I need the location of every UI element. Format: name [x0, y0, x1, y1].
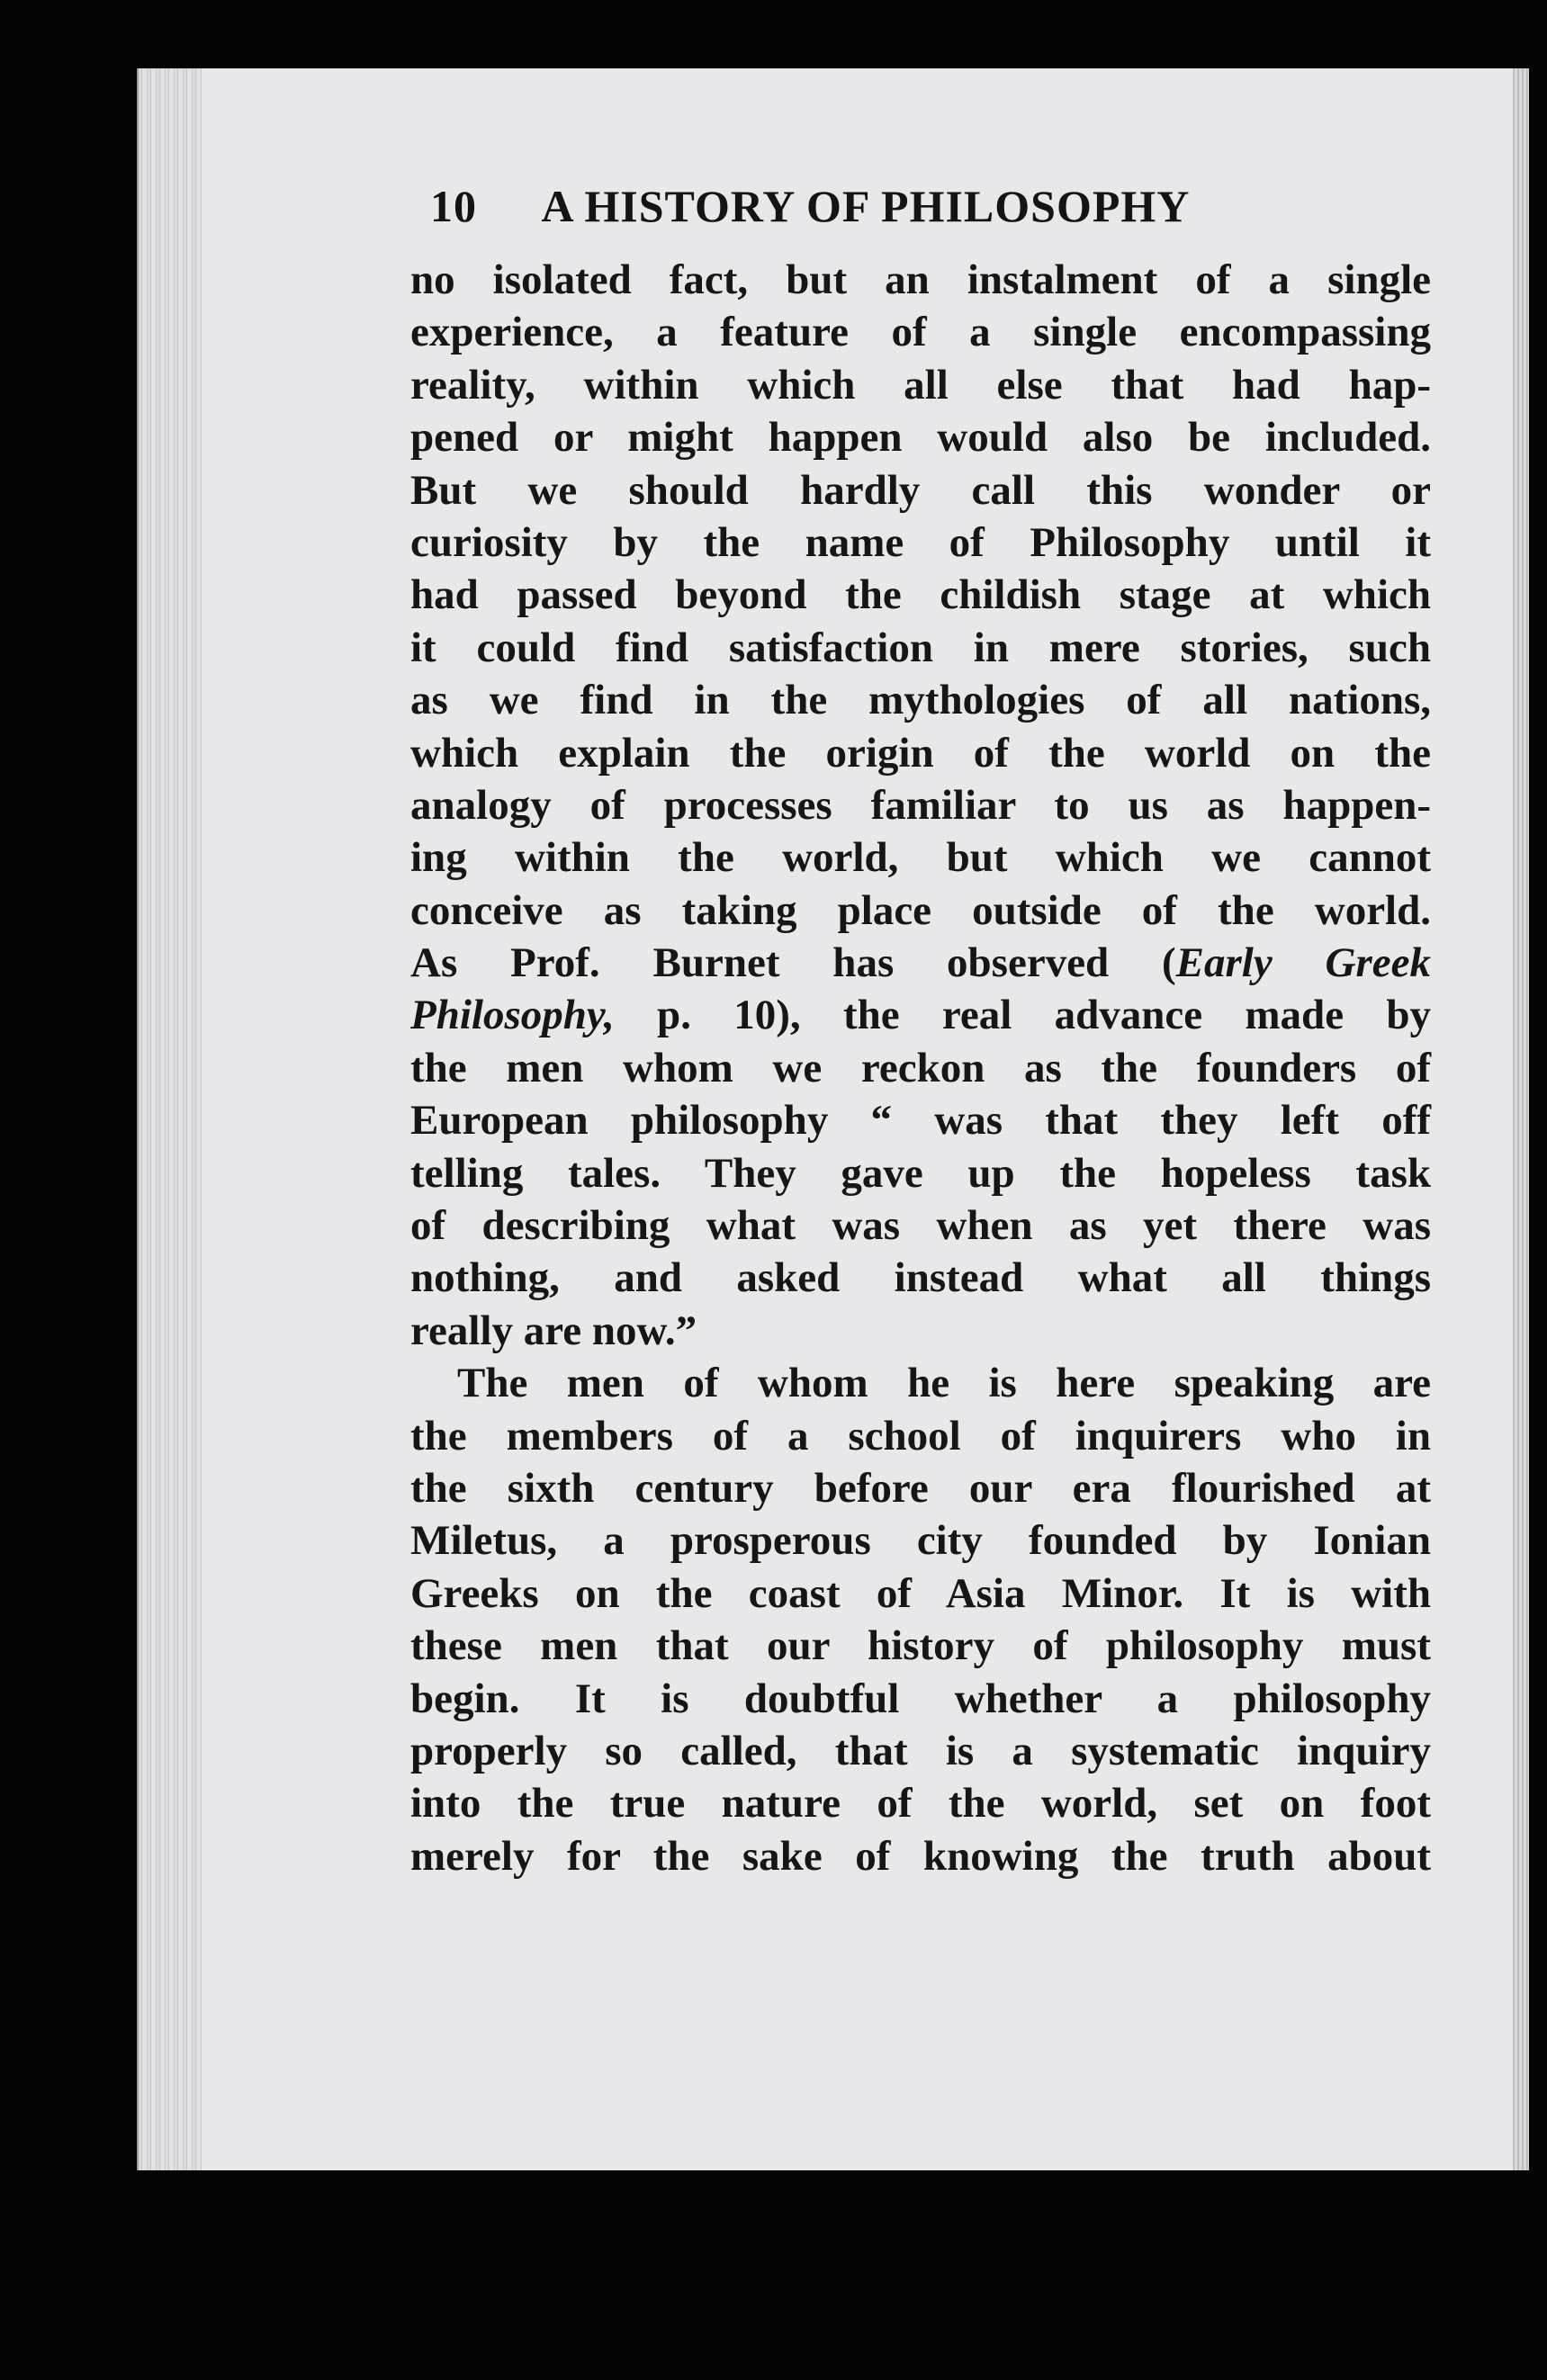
text-line: into the true nature of the world, set on foot: [410, 1780, 1431, 1828]
text-line-citation: [410, 937, 1431, 989]
text-line: which explain the origin of the world on the: [410, 729, 1431, 777]
text-line-paragraph-end: really are now.”: [410, 1307, 697, 1354]
citation-text: As Prof. Burnet has observed (: [410, 939, 1176, 987]
text-line: had passed beyond the childish stage at which: [410, 571, 1431, 619]
text-line: the men whom we reckon as the founders of: [410, 1044, 1431, 1091]
citation-text: p. 10), the real advance made by: [614, 992, 1431, 1039]
text-line: Miletus, a prosperous city founded by Ionian: [410, 1517, 1431, 1565]
text-line: curiosity by the name of Philosophy until it: [410, 518, 1431, 566]
text-line: no isolated fact, but an instalment of a single: [410, 256, 1431, 303]
page-edge-left: [139, 68, 202, 2170]
running-title: A HISTORY OF PHILOSOPHY: [541, 181, 1191, 231]
text-line: But we should hardly call this wonder or: [410, 466, 1431, 514]
citation-title-part-2: Philosophy,: [410, 992, 615, 1039]
citation-title-part-1: Early Greek: [1175, 939, 1431, 987]
text-line: as we find in the mythologies of all nations,: [410, 677, 1431, 724]
text-line: the members of a school of inquirers who in: [410, 1412, 1431, 1459]
text-line: telling tales. They gave up the hopeless task: [410, 1149, 1431, 1197]
text-line: ing within the world, but which we cannot: [410, 834, 1431, 882]
text-line: conceive as taking place outside of the world.: [410, 886, 1431, 934]
page-header: [430, 180, 1366, 234]
text-line: properly so called, that is a systematic inquiry: [410, 1727, 1431, 1774]
page-number: 10: [430, 181, 477, 231]
text-line: of describing what was when as yet there was: [410, 1202, 1431, 1250]
text-line: begin. It is doubtful whether a philosophy: [410, 1675, 1431, 1722]
text-line: merely for the sake of knowing the truth about: [410, 1832, 1431, 1880]
text-line: it could find satisfaction in mere stories, such: [410, 624, 1431, 671]
page-edge-right: [1513, 68, 1529, 2170]
text-line-citation: [410, 989, 1431, 1041]
text-line: nothing, and asked instead what all things: [410, 1254, 1431, 1302]
text-line: the sixth century before our era flourished at: [410, 1464, 1431, 1512]
body-text: [410, 254, 1431, 1882]
text-line: pened or might happen would also be included.: [410, 414, 1431, 462]
text-line: analogy of processes familiar to us as happen-: [410, 781, 1431, 829]
text-line: European philosophy “ was that they left off: [410, 1097, 1431, 1145]
text-line: these men that our history of philosophy must: [410, 1622, 1431, 1670]
text-line: Greeks on the coast of Asia Minor. It is with: [410, 1569, 1431, 1617]
text-line-paragraph-start: The men of whom he is here speaking are: [457, 1360, 1431, 1407]
text-line: reality, within which all else that had hap-: [410, 361, 1431, 409]
text-line: experience, a feature of a single encompassing: [410, 309, 1431, 356]
